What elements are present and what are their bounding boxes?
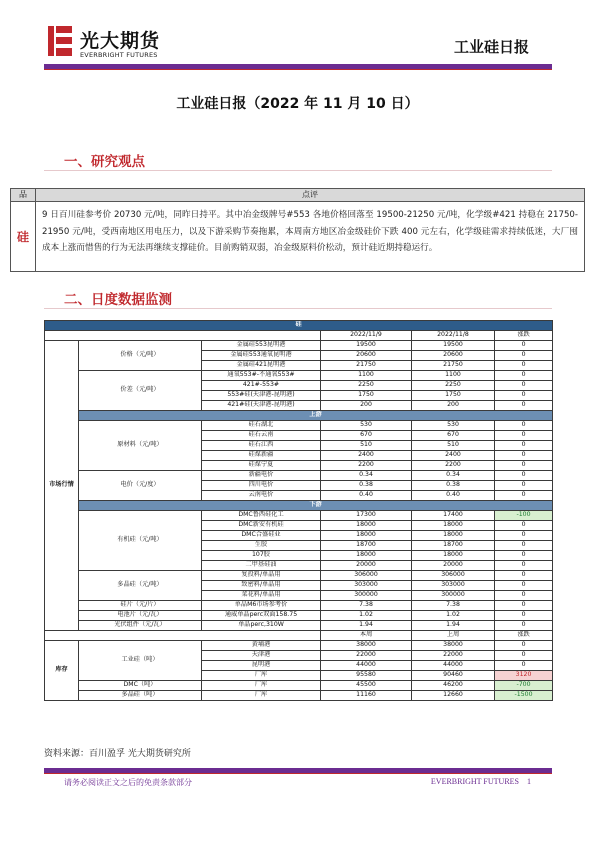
value-change: 0	[495, 661, 553, 671]
value-change: 0	[495, 621, 553, 631]
value-change: 0	[495, 461, 553, 471]
table-row	[45, 371, 553, 381]
group-label: 原材料（元/吨）	[79, 421, 202, 471]
value-change: -1500	[495, 691, 553, 701]
value-current: 1100	[321, 371, 412, 381]
col-header: 涨跌	[495, 331, 553, 341]
row-item: 云南电价	[202, 491, 321, 501]
row-item: 硅石湖北	[202, 421, 321, 431]
group-label: 多晶硅（元/吨）	[79, 571, 202, 601]
value-change: 0	[495, 591, 553, 601]
value-change: 0	[495, 611, 553, 621]
table-row	[45, 571, 553, 581]
group-label: 电价（元/度）	[79, 471, 202, 501]
value-previous: 303000	[412, 581, 495, 591]
value-current: 1750	[321, 391, 412, 401]
col-header: 涨跌	[495, 631, 553, 641]
row-item: 生胶	[202, 541, 321, 551]
table-row	[45, 471, 553, 481]
value-previous: 510	[412, 441, 495, 451]
footer-divider-accent	[44, 773, 552, 774]
value-current: 18000	[321, 551, 412, 561]
value-change: 0	[495, 571, 553, 581]
row-item: 单晶perc,310W	[202, 621, 321, 631]
document-title: 工业硅日报（2022 年 11 月 10 日）	[176, 96, 419, 112]
logo-text-cn: 光大期货	[80, 30, 161, 52]
value-previous: 200	[412, 401, 495, 411]
header-blank	[45, 331, 321, 341]
value-previous: 306000	[412, 571, 495, 581]
value-previous: 0.38	[412, 481, 495, 491]
row-item: 通威单晶perc双面158.75	[202, 611, 321, 621]
value-change: 0	[495, 581, 553, 591]
table-row	[45, 621, 553, 631]
value-change: 3120	[495, 671, 553, 681]
value-change: 0	[495, 431, 553, 441]
value-previous: 20600	[412, 351, 495, 361]
value-current: 19500	[321, 341, 412, 351]
commodity-label: 硅	[11, 202, 36, 271]
value-current: 0.38	[321, 481, 412, 491]
comment-table-header	[11, 189, 584, 202]
value-previous: 0.34	[412, 471, 495, 481]
value-current: 1.94	[321, 621, 412, 631]
value-previous: 1100	[412, 371, 495, 381]
footer-disclaimer: 请务必阅读正文之后的免责条款部分	[64, 778, 192, 787]
value-previous: 0.40	[412, 491, 495, 501]
page-number: 1	[527, 777, 531, 786]
row-item: 单晶M6市场参考价	[202, 601, 321, 611]
value-current: 2250	[321, 381, 412, 391]
value-current: 306000	[321, 571, 412, 581]
row-item: 复投料/单晶用	[202, 571, 321, 581]
value-current: 303000	[321, 581, 412, 591]
value-current: 18000	[321, 521, 412, 531]
value-change: 0	[495, 451, 553, 461]
group-label: 工业硅（吨）	[79, 641, 202, 681]
value-previous: 7.38	[412, 601, 495, 611]
value-previous: 18000	[412, 551, 495, 561]
value-previous: 18000	[412, 521, 495, 531]
row-item: 金属硅553通氧昆明港	[202, 351, 321, 361]
row-item: 421#-553#	[202, 381, 321, 391]
value-change: 0	[495, 421, 553, 431]
section-divider	[44, 170, 552, 171]
section-heading-data: 二、日度数据监测	[64, 292, 172, 308]
value-previous: 1.94	[412, 621, 495, 631]
value-change: 0	[495, 521, 553, 531]
row-item: 厂库	[202, 681, 321, 691]
value-change: 0	[495, 391, 553, 401]
footer-brand: EVERBRIGHT FUTURES	[430, 777, 519, 786]
row-item: 新疆电价	[202, 471, 321, 481]
value-previous: 22000	[412, 651, 495, 661]
value-current: 20600	[321, 351, 412, 361]
value-change: 0	[495, 381, 553, 391]
group-label: 有机硅（元/吨）	[79, 511, 202, 571]
stock-header-row	[45, 631, 553, 641]
row-item: 二甲基硅油	[202, 561, 321, 571]
row-item: 四川电价	[202, 481, 321, 491]
value-previous: 530	[412, 421, 495, 431]
header-commodity: 品	[11, 189, 36, 201]
value-change: -700	[495, 681, 553, 691]
value-current: 95580	[321, 671, 412, 681]
value-change: 0	[495, 471, 553, 481]
report-name: 工业硅日报	[453, 38, 529, 56]
value-previous: 21750	[412, 361, 495, 371]
header-blank	[45, 631, 321, 641]
value-previous: 20000	[412, 561, 495, 571]
row-item: DMC新安有机硅	[202, 521, 321, 531]
group-stock: 库存	[45, 641, 79, 701]
value-previous: 44000	[412, 661, 495, 671]
group-label: 光伏组件（元/瓦）	[79, 621, 202, 631]
comment-table	[10, 188, 585, 272]
row-item: 金属硅553昆明港	[202, 341, 321, 351]
value-change: 0	[495, 531, 553, 541]
row-item: 厂库	[202, 671, 321, 681]
row-item: DMC鲁西硅化工	[202, 511, 321, 521]
value-previous: 2200	[412, 461, 495, 471]
table-row	[45, 681, 553, 691]
row-item: 黄埔港	[202, 641, 321, 651]
value-previous: 12660	[412, 691, 495, 701]
value-current: 22000	[321, 651, 412, 661]
value-previous: 670	[412, 431, 495, 441]
value-change: 0	[495, 551, 553, 561]
group-label: 硅片（元/片）	[79, 601, 202, 611]
header-comment: 点评	[302, 190, 318, 199]
band-row	[45, 411, 553, 421]
group-label: 价格（元/吨）	[79, 341, 202, 371]
value-previous: 90460	[412, 671, 495, 681]
row-item: 硅煤新疆	[202, 451, 321, 461]
value-previous: 17400	[412, 511, 495, 521]
value-change: 0	[495, 341, 553, 351]
value-current: 0.34	[321, 471, 412, 481]
value-previous: 18000	[412, 531, 495, 541]
table-row	[45, 601, 553, 611]
row-item: 硅煤宁夏	[202, 461, 321, 471]
value-change: 0	[495, 541, 553, 551]
value-current: 44000	[321, 661, 412, 671]
value-current: 0.40	[321, 491, 412, 501]
logo-text-en: EVERBRIGHT FUTURES	[80, 51, 158, 59]
value-previous: 46200	[412, 681, 495, 691]
value-current: 530	[321, 421, 412, 431]
logo-mark-icon	[46, 24, 74, 58]
value-current: 38000	[321, 641, 412, 651]
value-change: 0	[495, 371, 553, 381]
value-change: 0	[495, 651, 553, 661]
row-item: 金属硅421昆明港	[202, 361, 321, 371]
table-row	[45, 341, 553, 351]
header-divider-accent	[44, 69, 552, 70]
value-current: 7.38	[321, 601, 412, 611]
row-item: 553#硅(天津港-昆明港)	[202, 391, 321, 401]
value-previous: 2400	[412, 451, 495, 461]
value-current: 300000	[321, 591, 412, 601]
table-row	[45, 691, 553, 701]
data-table-container	[44, 320, 552, 701]
value-change: 0	[495, 491, 553, 501]
value-previous: 300000	[412, 591, 495, 601]
value-change: 0	[495, 361, 553, 371]
value-previous: 19500	[412, 341, 495, 351]
col-header: 2022/11/9	[321, 331, 412, 341]
row-item: 昆明港	[202, 661, 321, 671]
value-current: 45500	[321, 681, 412, 691]
value-current: 11160	[321, 691, 412, 701]
value-current: 670	[321, 431, 412, 441]
row-item: 菜花料/单晶用	[202, 591, 321, 601]
row-item: DMC合盛硅业	[202, 531, 321, 541]
col-header: 本周	[321, 631, 412, 641]
daily-data-table	[44, 320, 553, 701]
table-row	[45, 641, 553, 651]
row-item: 通氧553#-不通氧553#	[202, 371, 321, 381]
band-silicon: 硅	[45, 321, 553, 331]
value-current: 21750	[321, 361, 412, 371]
value-current: 18000	[321, 531, 412, 541]
value-change: 0	[495, 561, 553, 571]
group-label: DMC（吨）	[79, 681, 202, 691]
source-note: 资料来源：百川盈孚 光大期货研究所	[44, 749, 191, 759]
band-downstream: 下游	[79, 501, 553, 511]
row-item: 致密料/单晶用	[202, 581, 321, 591]
value-change: 0	[495, 601, 553, 611]
col-header: 2022/11/8	[412, 331, 495, 341]
band-upstream: 上游	[79, 411, 553, 421]
row-item: 天津港	[202, 651, 321, 661]
value-current: 17300	[321, 511, 412, 521]
row-item: 107胶	[202, 551, 321, 561]
table-row	[45, 421, 553, 431]
value-previous: 38000	[412, 641, 495, 651]
section-heading-views: 一、研究观点	[64, 154, 145, 170]
value-change: 0	[495, 441, 553, 451]
value-previous: 2250	[412, 381, 495, 391]
company-logo	[46, 24, 176, 64]
value-current: 200	[321, 401, 412, 411]
value-previous: 1.02	[412, 611, 495, 621]
group-market: 市场行情	[45, 341, 79, 631]
value-current: 2200	[321, 461, 412, 471]
comment-text: 9 日百川硅参考价 20730 元/吨，同昨日持平。其中冶金级牌号#553 各地价格回落至 19500-21250 元/吨，化学级#421 持稳在 21750-21950 元/吨，受西南地区用电压力，以及下游采购节奏拖累，本周南方地区冶金级硅价下跌 400 元左右，化学级硅需求持续低迷，大厂囤成本上涨而惜售的行为无法再继续支撑硅价。目前购销双弱，冶金级原料价松动，预计硅近期持稳运行。	[42, 210, 578, 253]
value-current: 510	[321, 441, 412, 451]
band-row	[45, 501, 553, 511]
group-label: 电池片（元/瓦）	[79, 611, 202, 621]
value-change: 0	[495, 401, 553, 411]
value-current: 2400	[321, 451, 412, 461]
row-item: 硅石江西	[202, 441, 321, 451]
value-change: -100	[495, 511, 553, 521]
value-change: 0	[495, 641, 553, 651]
row-item: 硅石云南	[202, 431, 321, 441]
value-current: 18700	[321, 541, 412, 551]
col-header: 上周	[412, 631, 495, 641]
group-label: 价差（元/吨）	[79, 371, 202, 411]
table-row	[45, 611, 553, 621]
row-item: 厂库	[202, 691, 321, 701]
section-divider	[44, 308, 552, 309]
value-previous: 18700	[412, 541, 495, 551]
value-previous: 1750	[412, 391, 495, 401]
table-row	[45, 511, 553, 521]
value-change: 0	[495, 351, 553, 361]
value-change: 0	[495, 481, 553, 491]
group-label: 多晶硅（吨）	[79, 691, 202, 701]
row-item: 421#硅(天津港-昆明港)	[202, 401, 321, 411]
value-current: 20000	[321, 561, 412, 571]
value-current: 1.02	[321, 611, 412, 621]
